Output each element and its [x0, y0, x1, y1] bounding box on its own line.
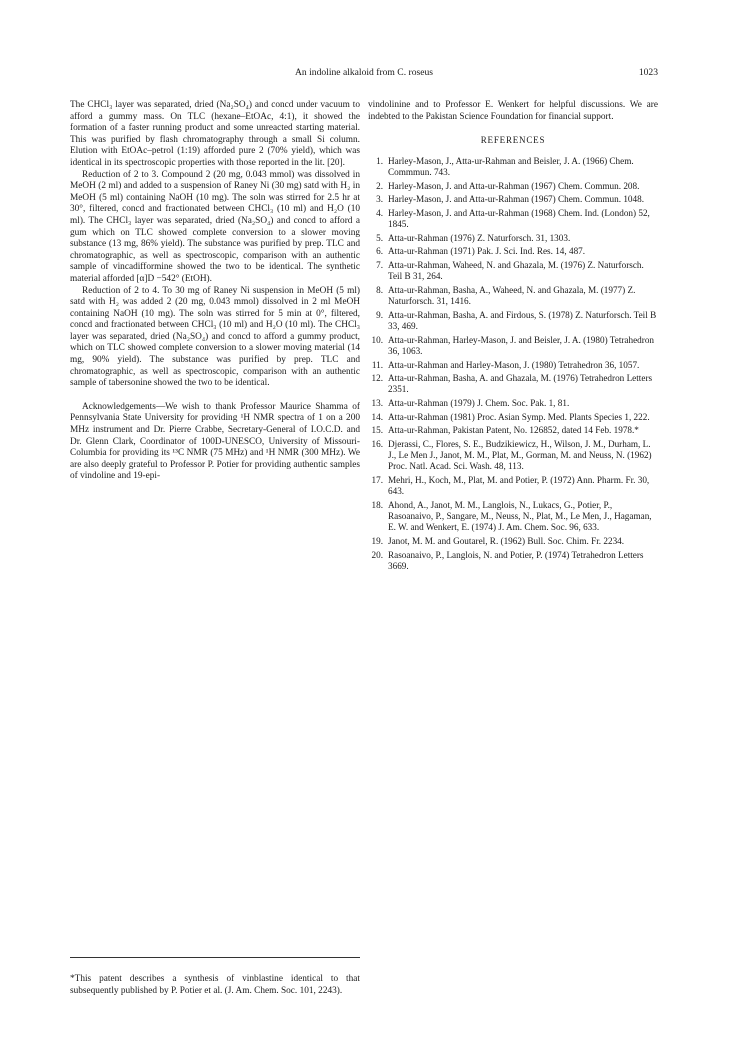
reference-item	[368, 310, 658, 333]
reference-item	[368, 360, 658, 371]
references-list	[368, 156, 658, 572]
reference-text: Atta-ur-Rahman (1979) J. Chem. Soc. Pak. 1, 81.	[388, 397, 570, 408]
reference-text: Ahond, A., Janot, M. M., Langlois, N., Lukacs, G., Potier, P., Rasoanaivo, P., Sangare, M., Neuss, N., Plat, M., Le Men, J., Hagaman, E. W. and Wenkert, E. (1974) J. Am. Chem. Soc. 96, 633.	[388, 499, 652, 533]
acknowledgements-paragraph: Acknowledgements—We wish to thank Professor Maurice Shamma of Pennsylvania State University for providing ¹H NMR spectra of 1 on a 200 MHz instrument and Dr. Pierre Crabbe, Secretary-General of I.O.C.D. and Dr. Glenn Clark, Coordinator of 100D-UNESCO, University of Missouri-Columbia for providing its ¹³C NMR (75 MHz) and ¹H NMR (300 MHz). We are also deeply grateful to Professor P. Potier for providing authentic samples of vindoline and 19-epi-	[70, 401, 360, 482]
reference-item	[368, 208, 658, 231]
reduction-2-to-4-paragraph: Reduction of 2 to 4. To 30 mg of Raney Ni suspension in MeOH (5 ml) satd with H₂ was added 2 (20 mg, 0.043 mmol) dissolved in 2 ml MeOH containing NaOH (10 mg). The soln was stirred for 5 min at 0°, filtered, concd and fractionated between CHCl₃ (10 ml) and H₂O (10 ml). The CHCl₃ layer was separated, dried (Na₂SO₄) and concd to afford a gummy product, which on TLC showed complete conversion to a slower moving material (14 mg, 90% yield). The substance was purified by prep. TLC and chromatographic, as well as spectroscopic, comparison with an authentic sample of tabersonine showed the two to be identical.	[70, 285, 360, 389]
reference-text: Atta-ur-Rahman, Basha, A. and Ghazala, M. (1976) Tetrahedron Letters 2351.	[388, 373, 653, 395]
reference-text: Atta-ur-Rahman (1981) Proc. Asian Symp. Med. Plants Species 1, 222.	[388, 411, 650, 422]
reference-text: Atta-ur-Rahman, Basha, A., Waheed, N. and Ghazala, M. (1977) Z. Naturforsch. 31, 1416.	[388, 284, 636, 307]
reference-number: 11.	[371, 359, 383, 370]
reference-text: Atta-ur-Rahman and Harley-Mason, J. (1980) Tetrahedron 36, 1057.	[388, 359, 640, 370]
references-heading: REFERENCES	[480, 135, 546, 146]
reference-number: 13.	[371, 397, 383, 408]
reference-text: Atta-ur-Rahman (1971) Pak. J. Sci. Ind. Res. 14, 487.	[388, 246, 586, 257]
reference-item	[368, 194, 658, 205]
reference-text: Harley-Mason, J. and Atta-ur-Rahman (1967) Chem. Commun. 208.	[388, 180, 640, 191]
reference-item	[368, 373, 658, 396]
reference-text: Mehri, H., Koch, M., Plat, M. and Potier, P. (1972) Ann. Pharm. Fr. 30, 643.	[388, 474, 650, 497]
reference-item	[368, 475, 658, 498]
reference-text: Atta-ur-Rahman, Waheed, N. and Ghazala, M. (1976) Z. Naturforsch. Teil B 31, 264.	[388, 259, 644, 282]
reference-item	[368, 156, 658, 179]
reference-item	[368, 181, 658, 192]
reference-number: 17.	[371, 474, 383, 485]
reference-number: 19.	[371, 536, 383, 547]
reference-text: Atta-ur-Rahman, Pakistan Patent, No. 126852, dated 14 Feb. 1978.*	[388, 425, 639, 436]
reference-item	[368, 285, 658, 308]
reference-item	[368, 335, 658, 358]
reduction-2-to-3-paragraph: Reduction of 2 to 3. Compound 2 (20 mg, 0.043 mmol) was dissolved in MeOH (2 ml) and added to a suspension of Raney Ni (30 mg) satd with H₂ in MeOH (5 ml) containing NaOH (10 mg). The soln was stirred for 2.5 hr at 30°, filtered, concd and fractionated between CHCl₃ (10 ml) and H₂O (10 ml). The CHCl₃ layer was separated, dried (Na₂SO₄) and concd to afford a gum which on TLC showed complete conversion to a slower moving substance (13 mg, 86% yield). The substance was purified by prep. TLC and chromatographic, as well as spectroscopic, comparison with an authentic sample of vincadifformine showed the two to be identical. The synthetic material afforded [α]D −542° (EtOH).	[70, 169, 360, 284]
reference-number: 12.	[371, 373, 383, 384]
reference-item	[368, 260, 658, 283]
reference-item	[368, 439, 658, 473]
reference-text: Harley-Mason, J., Atta-ur-Rahman and Beisler, J. A. (1966) Chem. Commmun. 743.	[388, 155, 634, 178]
reference-number: 2.	[376, 180, 383, 191]
reference-text: Harley-Mason, J. and Atta-ur-Rahman (1967) Chem. Commun. 1048.	[388, 194, 645, 205]
reference-item	[368, 425, 658, 436]
reference-number: 6.	[376, 246, 383, 257]
reference-number: 16.	[371, 438, 383, 449]
reference-number: 20.	[371, 549, 383, 560]
reference-number: 7.	[376, 259, 383, 270]
reference-item	[368, 536, 658, 547]
left-column	[70, 100, 360, 483]
reference-text: Harley-Mason, J. and Atta-ur-Rahman (1968) Chem. Ind. (London) 52, 1845.	[388, 207, 650, 230]
reference-item	[368, 246, 658, 257]
right-column	[368, 100, 658, 575]
reference-item	[368, 412, 658, 423]
reference-item	[368, 500, 658, 534]
reference-number: 8.	[376, 284, 383, 295]
patent-footnote: *This patent describes a synthesis of vinblastine identical to that subsequently published by P. Potier et al. (J. Am. Chem. Soc. 101, 2243).	[70, 974, 360, 996]
reference-number: 15.	[371, 425, 383, 436]
reference-item	[368, 233, 658, 244]
reference-text: Janot, M. M. and Goutarel, R. (1962) Bull. Soc. Chim. Fr. 2234.	[388, 536, 625, 547]
reference-number: 1.	[376, 155, 383, 166]
reference-item	[368, 550, 658, 573]
reference-number: 14.	[371, 411, 383, 422]
reference-text: Rasoanaivo, P., Langlois, N. and Potier, P. (1974) Tetrahedron Letters 3669.	[388, 549, 644, 571]
reference-item	[368, 398, 658, 409]
reference-number: 3.	[376, 194, 383, 205]
footnote-rule	[70, 957, 360, 958]
reference-number: 10.	[371, 334, 383, 345]
running-head	[70, 67, 658, 81]
reference-number: 9.	[376, 309, 383, 320]
page-number: 1023	[638, 67, 658, 78]
reference-text: Atta-ur-Rahman (1976) Z. Naturforsch. 31, 1303.	[388, 232, 571, 243]
procedure-paragraph: The CHCl₃ layer was separated, dried (Na₂SO₄) and concd under vacuum to afford a gummy mass. On TLC (hexane–EtOAc, 4:1), it showed the formation of a faster running product and some unreacted starting material. This was purified by flash chromatography through a small Si column. Elution with EtOAc–petrol (1:19) afforded pure 2 (70% yield), which was identical in its spectroscopic properties with those reported in the lit. [20].	[70, 100, 360, 168]
running-title: An indoline alkaloid from C. roseus	[294, 67, 434, 78]
reference-text: Djerassi, C., Flores, S. E., Budzikiewicz, H., Wilson, J. M., Durham, L. J., Le Men J., Janot, M. M., Plat, M., Gorman, M. and Neuss, N. (1962) Proc. Natl. Acad. Sci. Wash. 48, 113.	[388, 438, 652, 472]
acknowledgements-continued: vindolinine and to Professor E. Wenkert for helpful discussions. We are indebted to the Pakistan Science Foundation for financial support.	[368, 100, 658, 122]
reference-number: 18.	[371, 499, 383, 510]
reference-text: Atta-ur-Rahman, Harley-Mason, J. and Beisler, J. A. (1980) Tetrahedron 36, 1063.	[388, 334, 655, 356]
reference-number: 5.	[376, 232, 383, 243]
reference-text: Atta-ur-Rahman, Basha, A. and Firdous, S. (1978) Z. Naturforsch. Teil B 33, 469.	[388, 309, 657, 332]
reference-number: 4.	[376, 207, 383, 218]
